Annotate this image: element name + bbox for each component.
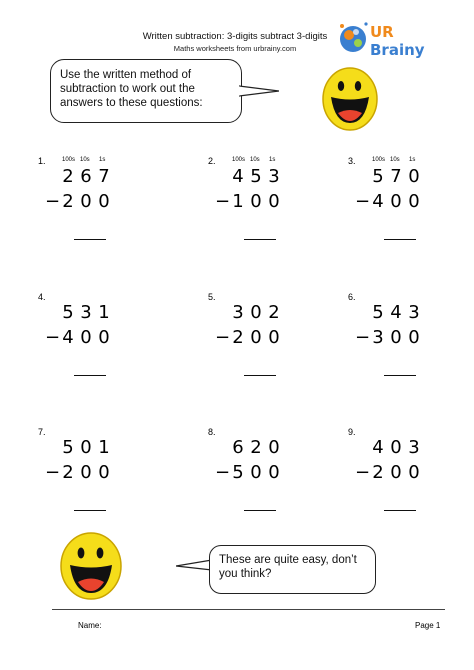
comment-speech-bubble [209,545,376,594]
svg-text:Brainy: Brainy [370,41,425,59]
question-number: 2. [208,156,216,166]
digit: 3 [408,302,420,323]
digit: 5 [62,437,74,458]
minus-sign: − [45,462,61,483]
minus-sign: − [355,462,371,483]
urbrainy-logo-icon [336,18,436,60]
digit: 4 [390,302,402,323]
comment-text: These are quite easy, don’t you think? [219,554,357,580]
digit: 0 [250,191,262,212]
name-label: Name: [78,621,102,630]
digit: 0 [80,437,92,458]
digit: 4 [232,166,244,187]
svg-text:UR: UR [370,23,394,41]
digit: 0 [408,191,420,212]
minus-sign: − [215,462,231,483]
digit: 0 [268,462,280,483]
digit: 1 [232,191,244,212]
place-value-header: 100s [62,157,76,163]
digit: 1 [98,437,110,458]
minus-sign: − [355,327,371,348]
digit: 5 [372,166,384,187]
digit: 7 [390,166,402,187]
digit: 4 [62,327,74,348]
answer-line[interactable] [244,510,276,511]
digit: 0 [408,327,420,348]
digit: 5 [62,302,74,323]
place-value-header: 100s [232,157,246,163]
digit: 5 [250,166,262,187]
digit: 0 [390,327,402,348]
question-number: 8. [208,427,216,437]
digit: 3 [80,302,92,323]
worksheet-title: Written subtraction: 3-digits subtract 3-digits [142,31,328,42]
speech-bubble-tail [176,558,212,572]
question-6 [348,292,468,402]
place-value-header: 10s [390,157,400,163]
digit: 5 [372,302,384,323]
footer-divider [52,609,445,610]
digit: 2 [372,462,384,483]
digit: 0 [268,437,280,458]
question-7 [38,427,158,537]
place-value-header: 1s [409,157,416,163]
digit: 4 [372,191,384,212]
digit: 0 [98,191,110,212]
question-number: 7. [38,427,46,437]
digit: 4 [372,437,384,458]
question-5 [208,292,328,402]
question-number: 9. [348,427,356,437]
digit: 0 [408,462,420,483]
instruction-speech-bubble [50,59,242,123]
digit: 0 [80,462,92,483]
place-value-header: 100s [372,157,386,163]
digit: 3 [268,166,280,187]
answer-line[interactable] [74,375,106,376]
worksheet-subtitle: Maths worksheets from urbrainy.com [173,44,297,53]
digit: 0 [250,302,262,323]
digit: 2 [232,327,244,348]
question-number: 4. [38,292,46,302]
page-number: Page 1 [415,621,441,630]
digit: 0 [408,166,420,187]
digit: 2 [62,191,74,212]
digit: 3 [232,302,244,323]
answer-line[interactable] [384,375,416,376]
digit: 0 [98,327,110,348]
smiley-face-icon [320,65,380,133]
digit: 0 [250,327,262,348]
answer-line[interactable] [74,510,106,511]
digit: 0 [390,462,402,483]
question-4 [38,292,158,402]
digit: 0 [268,327,280,348]
question-number: 6. [348,292,356,302]
answer-line[interactable] [384,239,416,240]
digit: 0 [98,462,110,483]
digit: 2 [250,437,262,458]
minus-sign: − [215,327,231,348]
question-number: 5. [208,292,216,302]
digit: 0 [268,191,280,212]
answer-line[interactable] [74,239,106,240]
answer-line[interactable] [244,375,276,376]
digit: 6 [80,166,92,187]
place-value-header: 1s [99,157,106,163]
digit: 0 [390,437,402,458]
question-2 [208,156,328,266]
digit: 2 [268,302,280,323]
place-value-header: 10s [250,157,260,163]
digit: 0 [80,191,92,212]
question-number: 3. [348,156,356,166]
question-3 [348,156,468,266]
answer-line[interactable] [384,510,416,511]
speech-bubble-tail [239,84,279,98]
digit: 7 [98,166,110,187]
digit: 0 [250,462,262,483]
digit: 0 [390,191,402,212]
question-1 [38,156,158,266]
digit: 6 [232,437,244,458]
question-8 [208,427,328,537]
place-value-header: 10s [80,157,90,163]
answer-line[interactable] [244,239,276,240]
minus-sign: − [45,191,61,212]
smiley-face-icon [58,530,124,602]
instruction-text: Use the written method of subtraction to work out the answers to these questions: [60,69,203,109]
question-9 [348,427,468,537]
digit: 5 [232,462,244,483]
digit: 3 [372,327,384,348]
place-value-header: 1s [269,157,276,163]
digit: 2 [62,462,74,483]
digit: 0 [80,327,92,348]
digit: 2 [62,166,74,187]
minus-sign: − [215,191,231,212]
minus-sign: − [355,191,371,212]
question-number: 1. [38,156,46,166]
minus-sign: − [45,327,61,348]
digit: 3 [408,437,420,458]
digit: 1 [98,302,110,323]
